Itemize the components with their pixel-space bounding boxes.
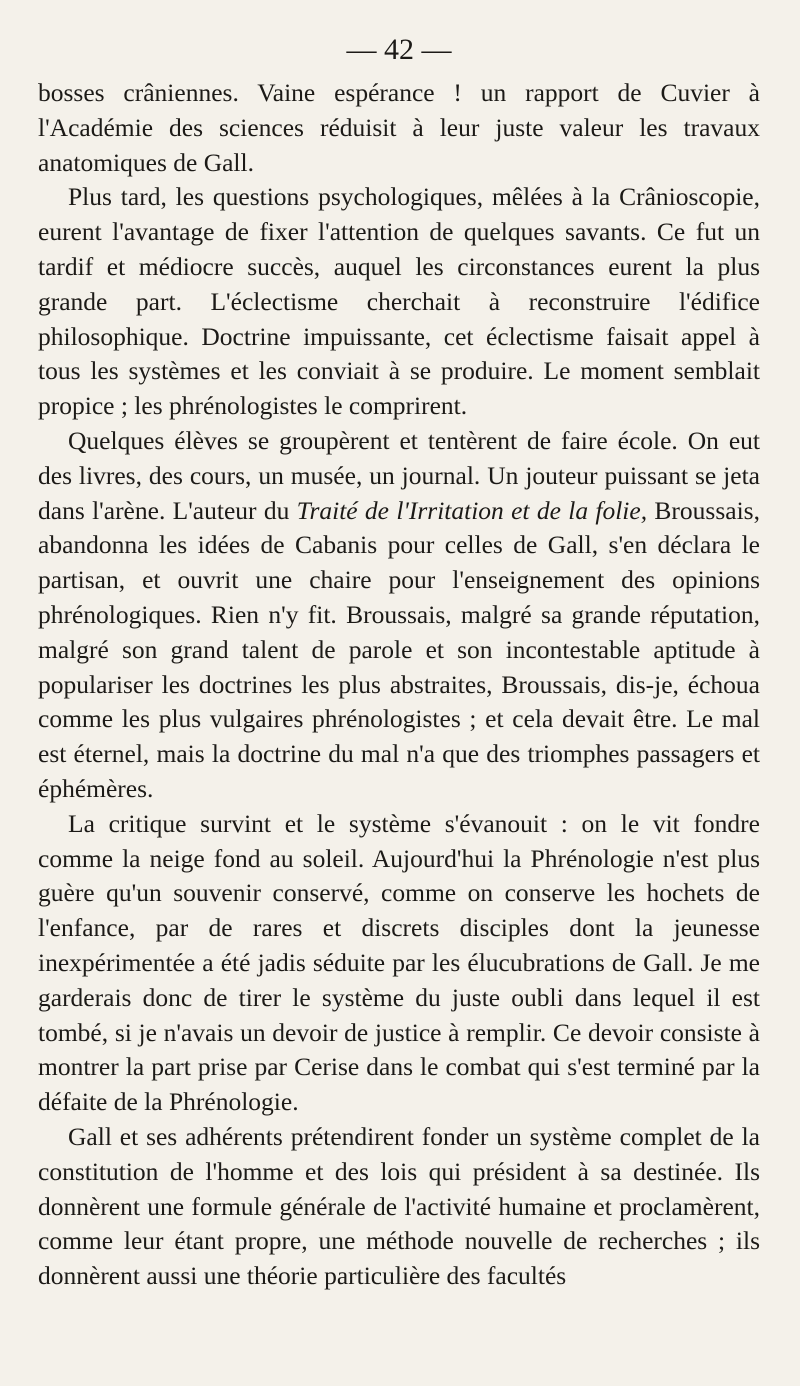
paragraph-5: Gall et ses adhérents prétendirent fonder un système complet de la constitution de l'homme et des lois qui président à sa destinée. Ils donnèrent une formule générale de l'activité humaine et proclamèrent, comme leur étant propre, une méthode nouvelle de recherches ; ils donnèrent aussi une théorie particulière des facultés	[38, 1121, 760, 1291]
paragraph-3-text-after: Broussais, abandonna les idées de Cabanis pour celles de Gall, s'en déclara le partisan, et ouvrit une chaire pour l'enseignement des opinions phrénologiques. Rien n'y fit. Broussais, malgré sa grande réputation, malgré son grand talent de parole et son incontestable aptitude à populariser les doctrines les plus abstraites, Broussais, dis-je, échoua comme les plus vulgaires phrénologistes ; et cela devait être. Le mal est éternel, mais la doctrine du mal n'a que des triomphes passagers et éphémères.	[38, 495, 760, 803]
paragraph-2: Plus tard, les questions psychologiques, mêlées à la Crânioscopie, eurent l'avantage de fixer l'attention de quelques savants. Ce fut un tardif et médiocre succès, auquel les circonstances eurent la plus grande part. L'éclectisme cherchait à reconstruire l'édifice philosophique. Doctrine impuissante, cet éclectisme faisait appel à tous les systèmes et les conviait à se produire. Le moment semblait propice ; les phrénologistes le comprirent.	[38, 182, 760, 421]
book-title-italic: Traité de l'Irritation et de la folie,	[296, 495, 648, 525]
page-number: — 42 —	[346, 33, 452, 66]
paragraph-3	[38, 424, 760, 807]
paragraph-4: La critique survint et le système s'évanouit : on le vit fondre comme la neige fond au soleil. Aujourd'hui la Phrénologie n'est plus guère qu'un souvenir conservé, comme on conserve les hochets de l'enfance, par de rares et discrets disciples dont la jeunesse inexpérimentée a été jadis séduite par les élucubrations de Gall. Je me garderais donc de tirer le système du juste oubli dans lequel il est tombé, si je n'avais un devoir de justice à remplir. Ce devoir consiste à montrer la part prise par Cerise dans le combat qui s'est terminé par la défaite de la Phrénologie.	[38, 808, 760, 1117]
paragraph-3-text-before: Quelques élèves se groupèrent et tentèrent de faire école. On eut des livres, des cours, un musée, un journal. Un jouteur puissant se jeta dans l'arène. L'auteur du	[38, 425, 760, 525]
paragraph-1: bosses crâniennes. Vaine espérance ! un rapport de Cuvier à l'Académie des sciences réduisit à leur juste valeur les travaux anatomiques de Gall.	[38, 78, 760, 177]
